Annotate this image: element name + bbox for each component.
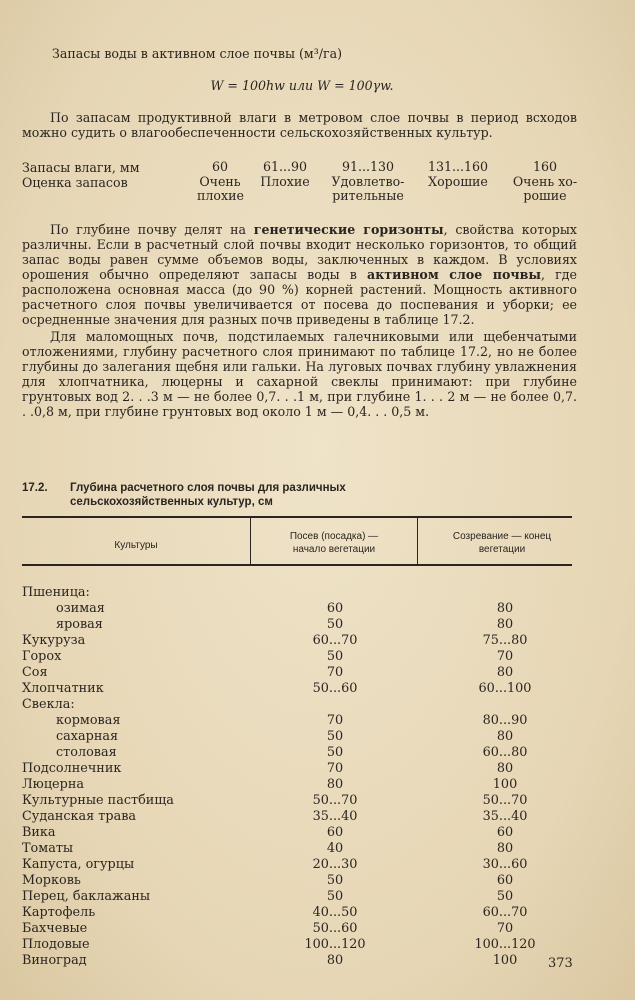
page-number: 373 [548,956,573,971]
active-layer-term: активном слое почвы [367,267,542,282]
header-crops: Культуры [114,540,158,551]
ripening-depth: 80 [496,761,514,776]
ripening-depth: 80 [496,729,514,744]
ripening-depth: 30...60 [482,857,528,872]
table-number: 17.2. [22,482,48,494]
moisture-value: 61...90 [262,159,308,174]
sowing-depth: 70 [326,665,344,680]
moisture-rating: Очень плохие [197,174,244,203]
sowing-depth: 35...40 [312,809,358,824]
moisture-value: 60 [211,159,229,174]
header-divider-1 [250,517,251,564]
crop-name: столовая [56,745,117,760]
crop-name: Кукуруза [22,633,86,648]
ripening-depth: 80...90 [482,713,528,728]
header-ripening: Созревание — конец вегетации [452,531,552,555]
ripening-depth: 60...80 [482,745,528,760]
moisture-rating: Очень хо-рошие [512,174,578,203]
sowing-depth: 20...30 [312,857,358,872]
header-divider-2 [417,517,418,564]
sowing-depth: 40 [326,841,344,856]
crop-name: озимая [56,601,105,616]
sowing-depth: 50 [326,745,344,760]
sowing-depth: 50 [326,873,344,888]
sowing-depth: 50...70 [312,793,358,808]
crop-name: яровая [56,617,103,632]
sowing-depth: 50 [326,889,344,904]
sowing-depth: 60 [326,825,344,840]
moisture-value: 91...130 [341,159,395,174]
horizons-text-2: , свойства которых различны. Если в расчетный слой почвы входит несколько горизонтов, то общий запас воды равен сумме объемов воды, заключенных в каждом. В условиях орошения обычно определяют запасы воды в [22,222,577,282]
moisture-rating: Плохие [260,174,310,189]
ripening-depth: 60...100 [478,681,532,696]
moisture-rating: Хорошие [428,174,488,189]
ripening-depth: 100 [492,953,518,968]
sowing-depth: 50 [326,617,344,632]
sowing-depth: 100...120 [304,937,366,952]
ripening-depth: 80 [496,601,514,616]
table-caption-line1: Глубина расчетного слоя почвы для различных [70,482,346,494]
shallow-soils-paragraph: Для маломощных почв, подстилаемых галечниковыми или щебенчатыми отложениями, глубину расчетного слоя принимают по таблице 17.2, но не более глубины до залегания щебня или гальки. На луговых почвах глубину увлажнения для хлопчатника, люцерны и сахарной свеклы принимают: при глубине грунтовых вод 2. . .3 м — не более 0,7. . .1 м, при глубине 1. . . 2 м — не более 0,7. . .0,8 м, при глубине грунтовых вод около 1 м — 0,4. . . 0,5 м. [22,329,577,419]
sowing-depth: 50...60 [312,681,358,696]
crop-name: Горох [22,649,62,664]
rating-label: Оценка запасов [22,175,128,190]
ripening-depth: 60 [496,825,514,840]
crop-name: Морковь [22,873,81,888]
table-top-rule [22,516,572,518]
ripening-depth: 70 [496,921,514,936]
sowing-depth: 70 [326,761,344,776]
crop-name: Томаты [22,841,74,856]
sowing-depth: 60 [326,601,344,616]
ripening-depth: 35...40 [482,809,528,824]
crop-name: Картофель [22,905,96,920]
crop-name: Суданская трава [22,809,137,824]
sowing-depth: 80 [326,953,344,968]
water-formula: W = 100hw или W = 100γw. [210,78,394,93]
crop-name: Капуста, огурцы [22,857,135,872]
crop-name: Культурные пастбища [22,793,174,808]
ripening-depth: 60 [496,873,514,888]
table-header-bottom-rule [22,564,572,566]
sowing-depth: 50...60 [312,921,358,936]
crop-name: Виноград [22,953,87,968]
moisture-paragraph: По запасам продуктивной влаги в метровом слое почвы в период всходов можно судить о влагообеспеченности сельскохозяйственных культур. [22,110,577,140]
crop-name: Вика [22,825,56,840]
ripening-depth: 100 [492,777,518,792]
ripening-depth: 80 [496,665,514,680]
crop-name: Хлопчатник [22,681,104,696]
ripening-depth: 75...80 [482,633,528,648]
sowing-depth: 60...70 [312,633,358,648]
genetic-horizons-term: генетические горизонты [253,222,444,237]
ripening-depth: 60...70 [482,905,528,920]
ripening-depth: 80 [496,617,514,632]
moisture-value: 131...160 [427,159,489,174]
ripening-depth: 80 [496,841,514,856]
crop-name: Плодовые [22,937,90,952]
crop-name: Свекла: [22,697,75,712]
moisture-label: Запасы влаги, мм [22,160,140,175]
sowing-depth: 40...50 [312,905,358,920]
sowing-depth: 70 [326,713,344,728]
ripening-depth: 50 [496,889,514,904]
moisture-rating: Удовлетво-рительные [331,174,405,203]
crop-name: Бахчевые [22,921,88,936]
crop-name: Пшеница: [22,585,90,600]
header-sowing: Посев (посадка) — начало вегетации [289,531,379,555]
table-caption-line2: сельскохозяйственных культур, см [70,496,273,508]
crop-name: кормовая [56,713,121,728]
sowing-depth: 80 [326,777,344,792]
sowing-depth: 50 [326,729,344,744]
ripening-depth: 100...120 [474,937,536,952]
sowing-depth: 50 [326,649,344,664]
ripening-depth: 70 [496,649,514,664]
active-layer-title: Запасы воды в активном слое почвы (м³/га) [52,46,343,61]
horizons-paragraph [22,222,577,327]
crop-name: Подсолнечник [22,761,122,776]
horizons-text-3: , где расположена основная масса (до 90 %) корней растений. Мощность активного расчетного слоя почвы увеличивается от посева до поспевания и уборки; ее осредненные значения для разных почв приведены в таблице 17.2. [22,267,577,327]
horizons-text-1: По глубине почву делят на [50,222,254,237]
crop-name: Перец, баклажаны [22,889,151,904]
crop-name: Соя [22,665,48,680]
crop-name: сахарная [56,729,119,744]
crop-name: Люцерна [22,777,84,792]
ripening-depth: 50...70 [482,793,528,808]
moisture-value: 160 [532,159,558,174]
